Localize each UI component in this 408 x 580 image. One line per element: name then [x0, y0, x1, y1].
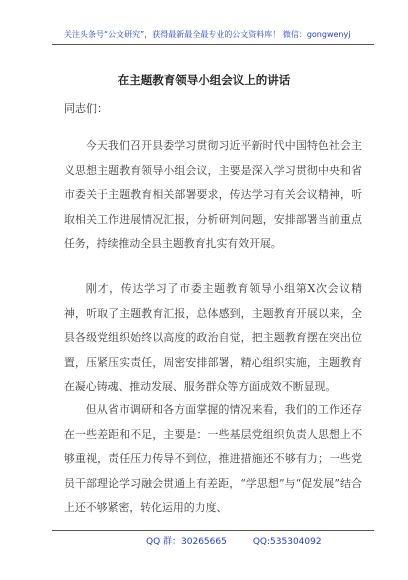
paragraph-3: 但从省市调研和各方面掌握的情况来看，我们的工作还存在一些差距和不足，主要是：一些基层党组织负责人思想上不够重视，责任压力传导不到位，推进措施还不够有力；一些党员干部理论学习融会贯通上有差距，“学思想”与“促发展”结合上还不够紧密，转化运用的力度、 [64, 403, 362, 514]
salutation: 同志们： [64, 102, 108, 115]
header-banner: 关注头条号“公文研究”，获得最新最全最专业的公文资料库！ 微信：gongwenyj [64, 30, 351, 39]
paragraph-2: 刚才，传达学习了市委主题教育领导小组第X次会议精神，听取了主题教育汇报，总体感到，主题教育开展以来，全县各级党组织始终以高度的政治自觉，把主题教育摆在突出位置，压紧压实责任，周密安排部署，精心组织实施，主题教育在凝心铸魂、推动发展、服务群众等方面成效不断显现。 [64, 282, 362, 393]
document-title: 在主题教育领导小组会议上的讲话 [117, 73, 291, 87]
footer-contact [146, 534, 322, 547]
qq-number-text: QQ:535304092 [252, 537, 322, 547]
paragraph-1: 今天我们召开县委学习贯彻习近平新时代中国特色社会主义思想主题教育领导小组会议，主要是深入学习贯彻中央和省市委关于主题教育相关部署要求，传达学习有关会议精神，听取相关工作进展情况汇报，分析研判问题，安排部署当前重点任务，持续推动全县主题教育扎实有效开展。 [64, 139, 362, 250]
footer-divider [52, 530, 374, 531]
header-divider [52, 44, 374, 45]
qq-group-text: QQ 群：30265665 [146, 537, 227, 547]
